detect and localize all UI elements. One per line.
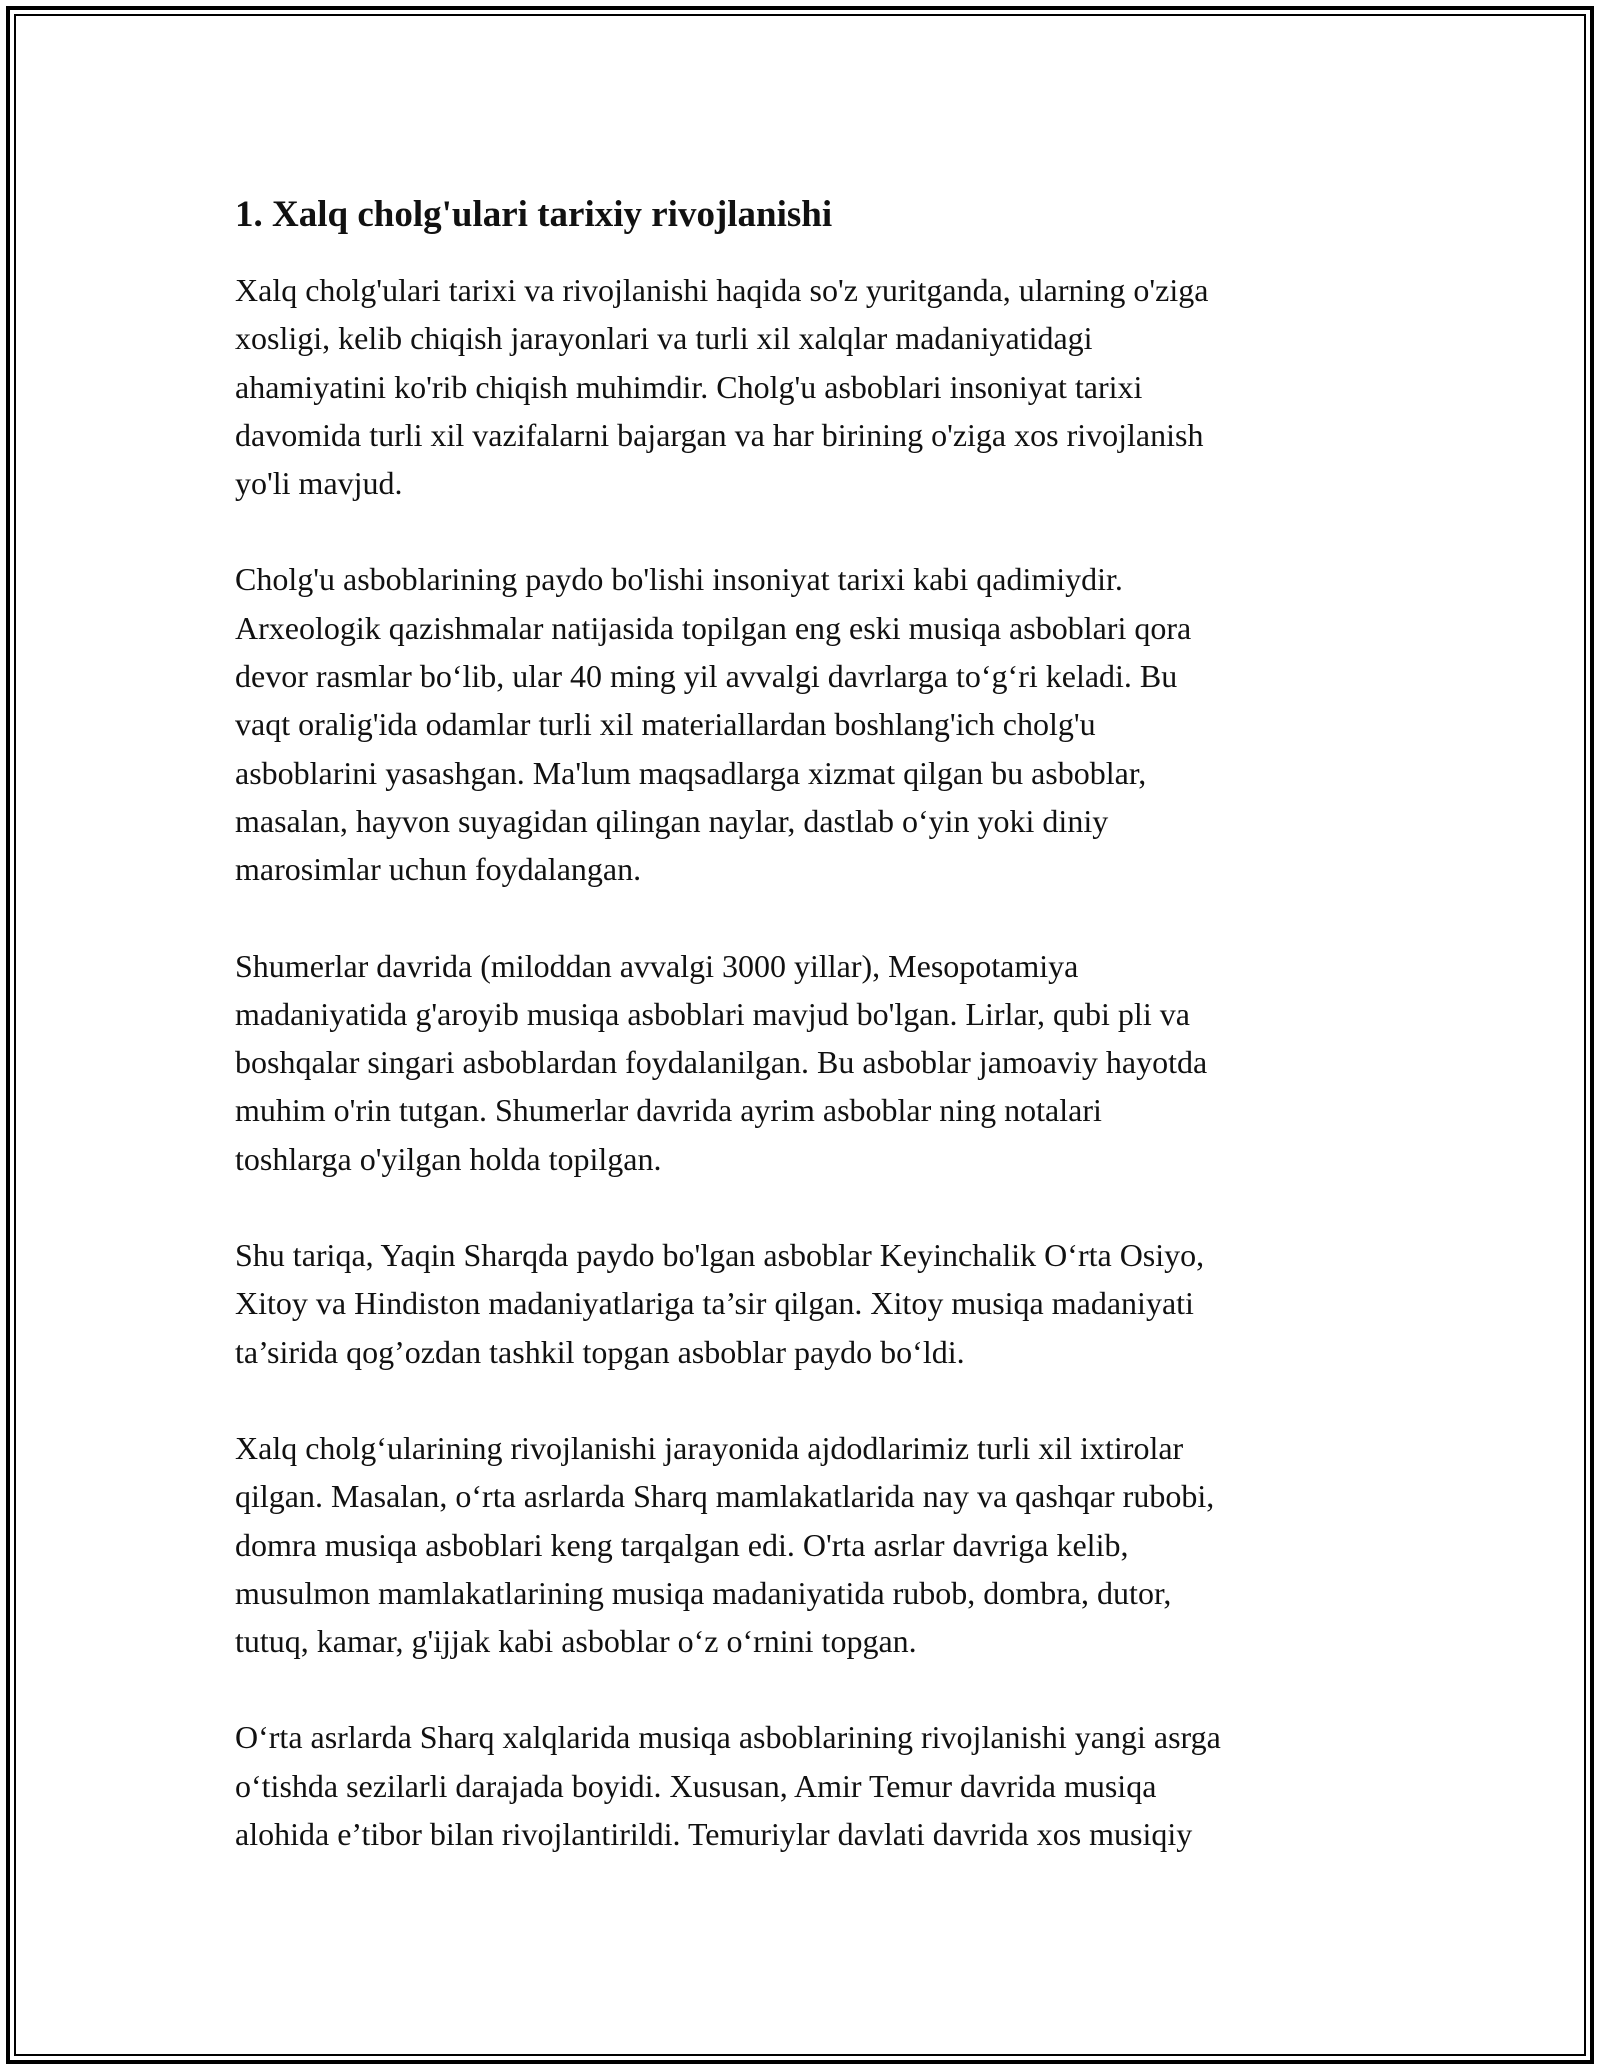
paragraph (235, 555, 1375, 893)
text-line: muhim o'rin tutgan. Shumerlar davrida ayrim asboblar ning notalari (235, 1092, 1102, 1129)
text-line: asboblarini yasashgan. Ma'lum maqsadlarga xizmat qilgan bu asboblar, (235, 754, 1147, 791)
paragraph (235, 266, 1375, 507)
paragraph (235, 942, 1375, 1183)
text-line: boshqalar singari asboblardan foydalanilgan. Bu asboblar jamoaviy hayotda (235, 1044, 1208, 1081)
section-heading: 1. Xalq cholg'ulari tarixiy rivojlanishi (235, 194, 833, 235)
text-line: Shu tariqa, Yaqin Sharqda paydo bo'lgan asboblar Keyinchalik O‘rta Osiyo, (235, 1237, 1205, 1274)
text-line: musulmon mamlakatlarining musiqa madaniyatida rubob, dombra, dutor, (235, 1574, 1172, 1611)
text-line: qilgan. Masalan, o‘rta asrlarda Sharq mamlakatlarida nay va qashqar rubobi, (235, 1478, 1215, 1515)
document-body (235, 186, 1375, 1906)
text-line: Xalq cholg‘ularining rivojlanishi jarayonida ajdodlarimiz turli xil ixtirolar (235, 1429, 1184, 1466)
paragraph (235, 1713, 1375, 1858)
text-line: Xalq cholg'ulari tarixi va rivojlanishi haqida so'z yuritganda, ularning o'ziga (235, 272, 1209, 308)
text-line: xosligi, kelib chiqish jarayonlari va turli xil xalqlar madaniyatidagi (235, 320, 1093, 357)
text-line: yo'li mavjud. (235, 465, 403, 502)
text-line: tutuq, kamar, g'ijjak kabi asboblar o‘z o‘rnini topgan. (235, 1623, 917, 1660)
text-line: alohida e’tibor bilan rivojlantirildi. Temuriylar davlati davrida xos musiqiy (235, 1816, 1193, 1853)
text-line: Xitoy va Hindiston madaniyatlariga ta’sir qilgan. Xitoy musiqa madaniyati (235, 1285, 1194, 1322)
text-line: O‘rta asrlarda Sharq xalqlarida musiqa asboblarining rivojlanishi yangi asrga (235, 1719, 1221, 1756)
text-line: toshlarga o'yilgan holda topilgan. (235, 1140, 662, 1177)
text-line: Cholg'u asboblarining paydo bo'lishi insoniyat tarixi kabi qadimiydir. (235, 561, 1123, 598)
text-line: masalan, hayvon suyagidan qilingan naylar, dastlab o‘yin yoki diniy (235, 802, 1109, 839)
text-line: o‘tishda sezilarli darajada boyidi. Xususan, Amir Temur davrida musiqa (235, 1767, 1157, 1804)
paragraph (235, 1424, 1375, 1665)
text-line: ahamiyatini ko'rib chiqish muhimdir. Cholg'u asboblari insoniyat tarixi (235, 368, 1143, 405)
text-line: devor rasmlar bo‘lib, ular 40 ming yil avvalgi davrlarga to‘g‘ri keladi. Bu (235, 658, 1178, 695)
text-line: Arxeologik qazishmalar natijasida topilgan eng eski musiqa asboblari qora (235, 609, 1192, 646)
text-line: vaqt oralig'ida odamlar turli xil materiallardan boshlang'ich cholg'u (235, 706, 1096, 743)
paragraph (235, 1231, 1375, 1376)
text-line: madaniyatida g'aroyib musiqa asboblari mavjud bo'lgan. Lirlar, qubi pli va (235, 995, 1190, 1032)
text-line: marosimlar uchun foydalangan. (235, 851, 642, 888)
text-line: Shumerlar davrida (miloddan avvalgi 3000 yillar), Mesopotamiya (235, 947, 1079, 984)
text-line: davomida turli xil vazifalarni bajargan va har birining o'ziga xos rivojlanish (235, 416, 1204, 453)
text-line: ta’sirida qog’ozdan tashkil topgan asboblar paydo bo‘ldi. (235, 1333, 965, 1370)
text-line: domra musiqa asboblari keng tarqalgan edi. O'rta asrlar davriga kelib, (235, 1526, 1129, 1563)
